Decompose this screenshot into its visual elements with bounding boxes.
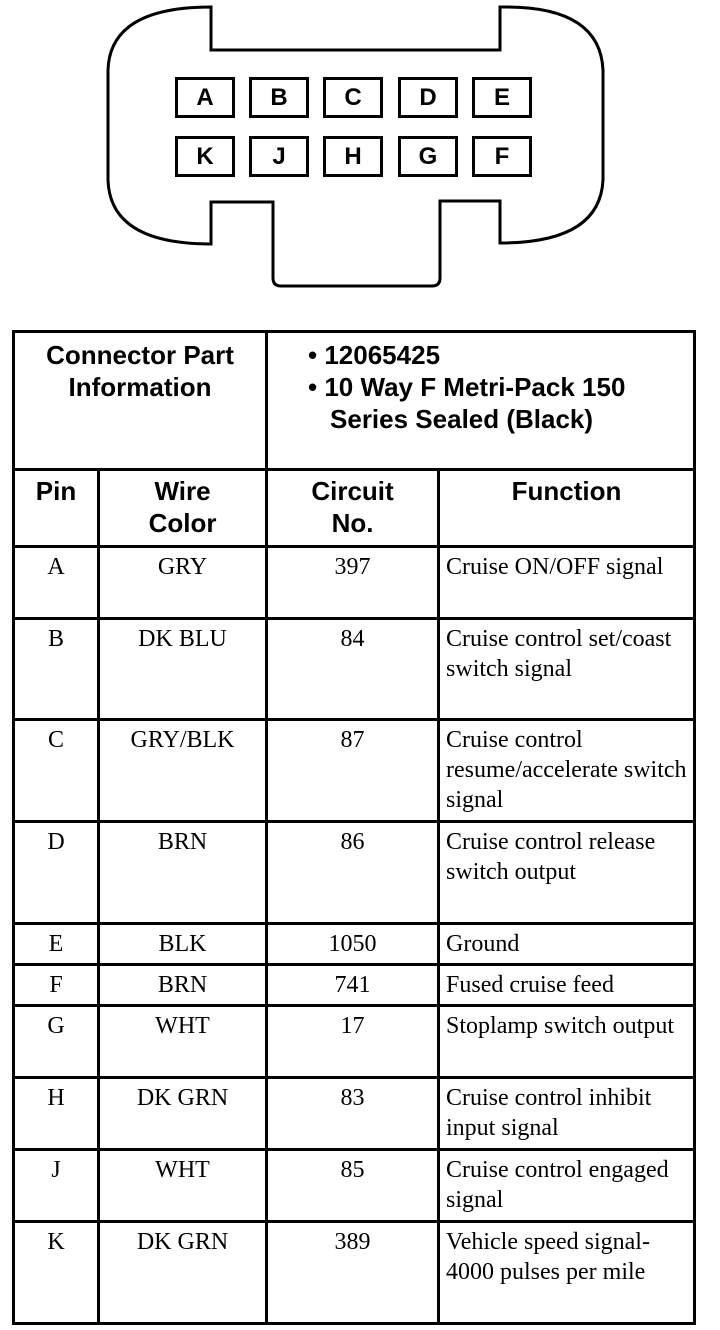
connector-description: • 10 Way F Metri-Pack 150 Series Sealed (Black)	[308, 371, 693, 435]
pin-cavity-h: H	[323, 136, 383, 177]
table-row	[14, 1222, 695, 1324]
function-cell: Cruise control inhibit input signal	[439, 1078, 695, 1150]
wire-color-cell: WHT	[99, 1150, 267, 1222]
function-cell: Cruise control resume/accelerate switch signal	[439, 720, 695, 822]
wire-color-cell: BLK	[99, 924, 267, 965]
table-row	[14, 924, 695, 965]
pin-cavity-d: D	[398, 77, 458, 118]
pin-cavity-f: F	[472, 136, 532, 177]
header-wire-color: Wire Color	[99, 470, 267, 547]
pin-cell: H	[14, 1078, 99, 1150]
wire-color-cell: BRN	[99, 965, 267, 1006]
circuit-cell: 389	[267, 1222, 439, 1324]
table-header	[14, 470, 695, 547]
pin-cell: B	[14, 619, 99, 720]
circuit-cell: 85	[267, 1150, 439, 1222]
connector-info-row	[14, 332, 695, 470]
circuit-cell: 1050	[267, 924, 439, 965]
function-cell: Cruise ON/OFF signal	[439, 547, 695, 619]
pin-cavity-g: G	[398, 136, 458, 177]
header-pin: Pin	[14, 470, 99, 547]
wire-color-cell: DK GRN	[99, 1078, 267, 1150]
pin-cell: E	[14, 924, 99, 965]
table-row	[14, 547, 695, 619]
pin-cavity-j: J	[249, 136, 309, 177]
pinout-table	[12, 330, 696, 1325]
circuit-cell: 397	[267, 547, 439, 619]
table-row	[14, 1006, 695, 1078]
pin-cell: J	[14, 1150, 99, 1222]
function-cell: Fused cruise feed	[439, 965, 695, 1006]
table-row	[14, 822, 695, 924]
function-cell: Stoplamp switch output	[439, 1006, 695, 1078]
circuit-cell: 84	[267, 619, 439, 720]
wire-color-cell: DK BLU	[99, 619, 267, 720]
wire-color-cell: GRY/BLK	[99, 720, 267, 822]
wire-color-cell: GRY	[99, 547, 267, 619]
pin-cell: K	[14, 1222, 99, 1324]
table-row	[14, 1078, 695, 1150]
pin-cavity-k: K	[175, 136, 235, 177]
connector-info-label: Connector Part Information	[14, 332, 267, 470]
circuit-cell: 87	[267, 720, 439, 822]
function-cell: Cruise control set/coast switch signal	[439, 619, 695, 720]
pin-cavity-e: E	[472, 77, 532, 118]
function-cell: Ground	[439, 924, 695, 965]
header-circuit: Circuit No.	[267, 470, 439, 547]
function-cell: Vehicle speed signal-4000 pulses per mile	[439, 1222, 695, 1324]
wire-color-cell: DK GRN	[99, 1222, 267, 1324]
pin-cell: A	[14, 547, 99, 619]
pin-cavity-a: A	[175, 77, 235, 118]
pin-cell: G	[14, 1006, 99, 1078]
part-number: • 12065425	[308, 339, 693, 371]
table-row	[14, 1150, 695, 1222]
wire-color-cell: WHT	[99, 1006, 267, 1078]
pin-cell: D	[14, 822, 99, 924]
circuit-cell: 86	[267, 822, 439, 924]
header-function: Function	[439, 470, 695, 547]
table-row	[14, 720, 695, 822]
pin-cell: C	[14, 720, 99, 822]
circuit-cell: 83	[267, 1078, 439, 1150]
pin-cavity-c: C	[323, 77, 383, 118]
pin-cavity-b: B	[249, 77, 309, 118]
pin-cell: F	[14, 965, 99, 1006]
circuit-cell: 17	[267, 1006, 439, 1078]
table-row	[14, 965, 695, 1006]
circuit-cell: 741	[267, 965, 439, 1006]
wire-color-cell: BRN	[99, 822, 267, 924]
table-row	[14, 619, 695, 720]
function-cell: Cruise control release switch output	[439, 822, 695, 924]
function-cell: Cruise control engaged signal	[439, 1150, 695, 1222]
connector-info-values	[267, 332, 695, 470]
